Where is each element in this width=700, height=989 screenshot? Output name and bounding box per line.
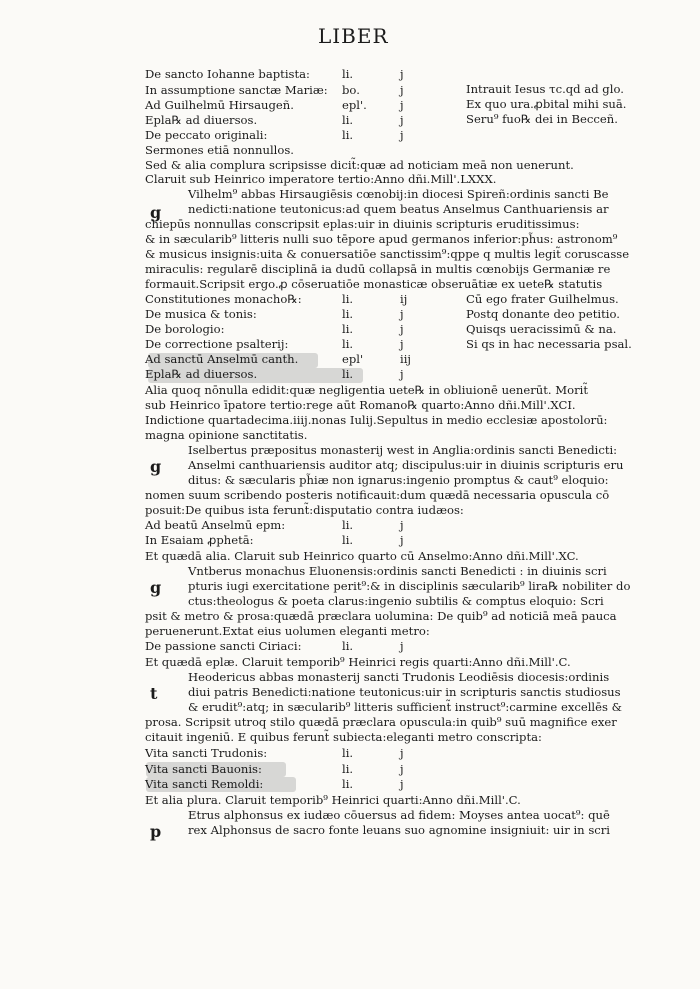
text-line: Et quædā eplæ. Claruit temporib⁹ Heinrici regis quarti:Anno dñi.Mill'.C. (145, 655, 571, 669)
work-volume: li. (342, 67, 354, 81)
work-count: ij (400, 292, 408, 306)
work-count: j (400, 98, 404, 112)
text-line: nomen suum scribendo posteris notificauit:dum quædā necessaria opuscula cō (145, 488, 610, 502)
work-incipit: Cū ego frater Guilhelmus. (466, 292, 619, 306)
text-line: & erudit⁹:atq; in sæcularib⁹ litteris sufficient̃ instruct⁹:carmine excellēs & (188, 700, 622, 714)
work-volume: li. (342, 367, 354, 381)
text-line: Vntberus monachus Eluonensis:ordinis sancti Benedicti : in diuinis scri (188, 564, 607, 578)
work-count: j (400, 83, 404, 97)
work-count: j (400, 639, 404, 653)
work-count: j (400, 777, 404, 791)
work-incipit: Si qs in hac necessaria psal. (466, 337, 632, 351)
work-incipit: Quisqs ueracissimū & na. (466, 322, 617, 336)
text-line: sub Heinrico īpatore tertio:rege aūt Romano℞ quarto:Anno dñi.Mill'.XCI. (145, 398, 576, 412)
work-volume: li. (342, 518, 354, 532)
work-title: Ad Guilhelmū Hirsaugeñ. (145, 98, 294, 112)
work-title: Ad beatū Anselmū epm: (145, 518, 286, 532)
work-volume: li. (342, 746, 354, 760)
work-title: Ad sanctū Anselmū canth. (145, 352, 299, 366)
work-incipit: Seru⁹ fuo℞ dei in Becceñ. (466, 112, 618, 126)
text-line: Etrus alphonsus ex iudæo cōuersus ad fidem: Moyses antea uocat⁹: quē (188, 808, 610, 822)
text-line: posuit:De quibus ista ferunt̃:disputatio contra iudæos: (145, 503, 464, 517)
work-volume: li. (342, 322, 354, 336)
work-title: In Esaiam ꝓphetā: (145, 533, 254, 547)
work-volume: li. (342, 128, 354, 142)
text-line: Vilhelm⁹ abbas Hirsaugiēsis cœnobij:in diocesi Spireñ:ordinis sancti Be (188, 187, 609, 201)
initial-guide-letter: g (150, 457, 162, 476)
work-volume: li. (342, 639, 354, 653)
work-volume: li. (342, 762, 354, 776)
text-line: Heodericus abbas monasterij sancti Trudonis Leodiēsis diocesis:ordinis (188, 670, 610, 684)
text-line: & in sæcularib⁹ litteris nulli suo tēpore apud germanos inferior:ph̃us: astronom⁹ (145, 232, 618, 246)
work-incipit: Ex quo ura.ꝓbital mihi suā. (466, 97, 627, 111)
work-volume: li. (342, 533, 354, 547)
text-line: diui patris Benedicti:natione teutonicus:uir in scripturis sanctis studiosus (188, 685, 621, 699)
text-line: nedicti:natione teutonicus:ad quem beatus Anselmus Canthuariensis ar (188, 202, 609, 216)
work-title: De peccato originali: (145, 128, 268, 142)
work-count: j (400, 367, 404, 381)
text-line: peruenerunt.Extat eius uolumen eleganti metro: (145, 624, 430, 638)
work-count: j (400, 533, 404, 547)
work-title: De correctione psalterij: (145, 337, 289, 351)
work-count: j (400, 128, 404, 142)
work-count: j (400, 67, 404, 81)
text-line: Sermones etiā nonnullos. (145, 143, 294, 157)
text-line: formauit.Scripsit ergo.ꝓ cōseruatiōe monasticæ obseruātiæ ex uete℞ statutis (145, 277, 603, 291)
text-line: rex Alphonsus de sacro fonte leuans suo agnomine insigniuit: uir in scri (188, 823, 611, 837)
text-line: Iselbertus præpositus monasterij west in Anglia:ordinis sancti Benedicti: (188, 443, 618, 457)
text-line: Claruit sub Heinrico imperatore tertio:Anno dñi.Mill'.LXXX. (145, 172, 497, 186)
work-volume: li. (342, 292, 354, 306)
work-count: j (400, 322, 404, 336)
text-line: citauit ingeniū. E quibus ferunt̃ subiecta:eleganti metro conscripta: (145, 730, 542, 744)
text-line: Indictione quartadecima.iiij.nonas Iulij.Sepultus in medio ecclesiæ apostolorū: (145, 413, 608, 427)
work-incipit: Postq donante deo petitio. (466, 307, 620, 321)
text-line: Sed & alia complura scripsisse dicit̃:quæ ad noticiam meā non uenerunt. (145, 158, 574, 172)
work-title: In assumptione sanctæ Mariæ: (145, 83, 328, 97)
text-line: psit & metro & prosa:quædā præclara uolumina: De quib⁹ ad noticiā meā pauca (145, 609, 617, 623)
work-count: j (400, 337, 404, 351)
text-line: Et quædā alia. Claruit sub Heinrico quarto cū Anselmo:Anno dñi.Mill'.XC. (145, 549, 579, 563)
text-line: Anselmi canthuariensis auditor atq; discipulus:uir in diuinis scripturis eru (188, 458, 624, 472)
work-title: Vita sancti Trudonis: (145, 746, 268, 760)
work-title: Vita sancti Remoldi: (145, 777, 264, 791)
work-volume: li. (342, 777, 354, 791)
page-header: LIBER (318, 24, 389, 48)
work-volume: li. (342, 337, 354, 351)
work-title: Epla℞ ad diuersos. (145, 113, 258, 127)
text-line: ditus: & sæcularis ph̃iæ non ignarus:ingenio promptus & caut⁹ eloquio: (188, 473, 609, 487)
work-title: De passione sancti Ciriaci: (145, 639, 302, 653)
text-line: magna opinione sanctitatis. (145, 428, 308, 442)
text-line: & musicus insignis:uita & conuersatiōe sanctissim⁹:qppe q multis legit̃ coruscasse (145, 247, 630, 261)
work-count: j (400, 762, 404, 776)
text-line: Et alia plura. Claruit temporib⁹ Heinrici quarti:Anno dñi.Mill'.C. (145, 793, 521, 807)
work-volume: li. (342, 113, 354, 127)
work-title: De musica & tonis: (145, 307, 257, 321)
text-line: miraculis: regularē disciplinā ia dudū collapsā in multis cœnobijs Germaniæ re (145, 262, 611, 276)
text-line: Alia quoq nōnulla edidit:quæ negligentia uete℞ in obliuionē uenerūt. Morit̃ (145, 383, 589, 397)
text-line: prosa. Scripsit utroq stilo quædā præclara opuscula:in quib⁹ suū magnifice exer (145, 715, 617, 729)
work-count: j (400, 307, 404, 321)
text-line: ctus:theologus & poeta clarus:ingenio subtilis & comptus eloquio: Scri (188, 594, 604, 608)
work-count: j (400, 113, 404, 127)
initial-guide-letter: g (150, 578, 162, 597)
initial-guide-letter: g (150, 203, 162, 222)
initial-guide-letter: p (150, 822, 162, 841)
work-title: De borologio: (145, 322, 225, 336)
text-line: chiepūs nonnullas conscripsit eplas:uir in diuinis scripturis eruditissimus: (145, 217, 580, 231)
work-volume: li. (342, 307, 354, 321)
work-volume: epl' (342, 352, 364, 366)
work-title: De sancto Iohanne baptista: (145, 67, 310, 81)
work-title: Epla℞ ad diuersos. (145, 367, 258, 381)
work-title: Vita sancti Bauonis: (145, 762, 262, 776)
work-count: iij (400, 352, 412, 366)
work-count: j (400, 746, 404, 760)
work-count: j (400, 518, 404, 532)
work-volume: bo. (342, 83, 360, 97)
work-incipit: Intrauit Iesus τc.qd ad glo. (466, 82, 624, 96)
initial-guide-letter: t (150, 684, 158, 703)
work-title: Constitutiones monacho℞: (145, 292, 302, 306)
text-line: pturis iugi exercitatione perit⁹:& in disciplinis sæcularib⁹ lira℞ nobiliter do (188, 579, 631, 593)
work-volume: epl'. (342, 98, 367, 112)
